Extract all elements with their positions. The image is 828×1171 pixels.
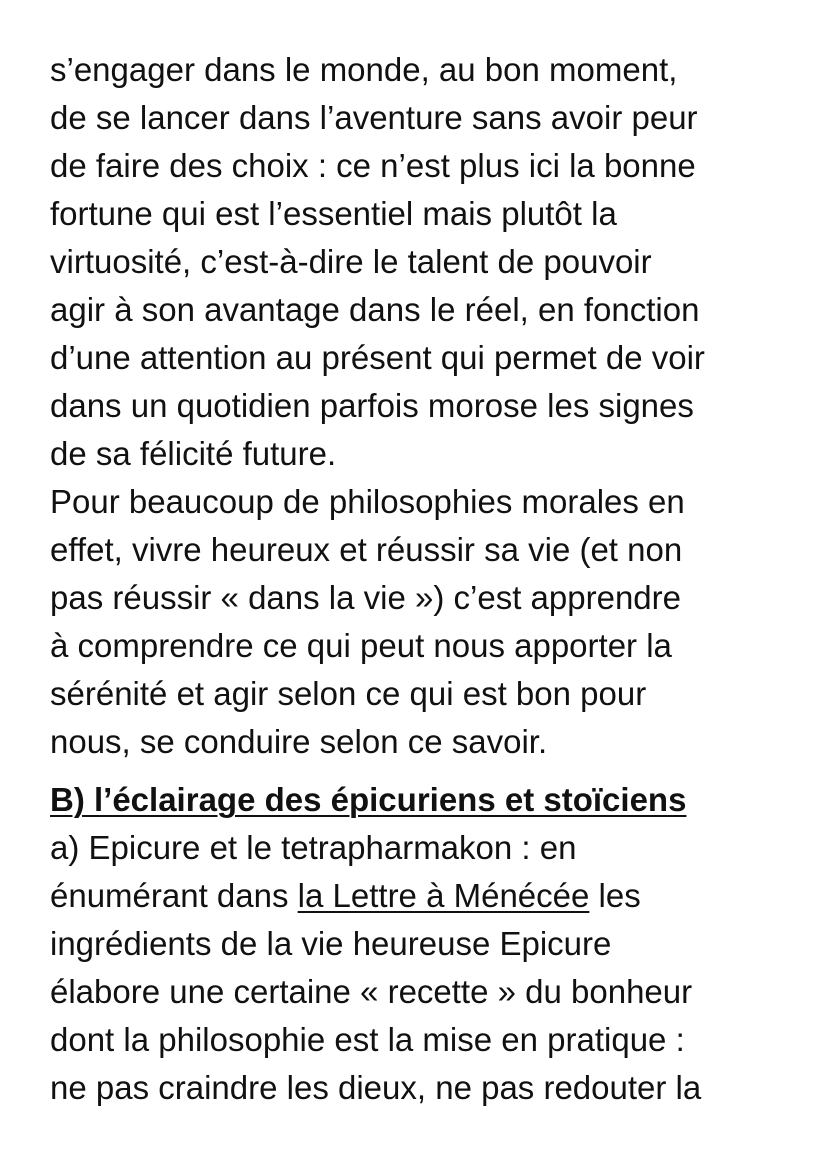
text-line: dont la philosophie est la mise en pratique : <box>50 1021 685 1058</box>
text-line: effet, vivre heureux et réussir sa vie (et non <box>50 531 683 568</box>
document-page <box>50 46 810 1112</box>
paragraph-continuation <box>50 46 810 478</box>
text-line: de faire des choix : ce n’est plus ici la bonne <box>50 147 696 184</box>
text-line: de sa félicité future. <box>50 435 337 472</box>
text-line: agir à son avantage dans le réel, en fonction <box>50 291 700 328</box>
section-heading: B) l’éclairage des épicuriens et stoïciens <box>50 781 687 818</box>
text-line: ne pas craindre les dieux, ne pas redouter la <box>50 1069 702 1106</box>
text-line: virtuosité, c’est-à-dire le talent de pouvoir <box>50 243 652 280</box>
text-fragment: énumérant dans <box>50 877 298 914</box>
text-line: d’une attention au présent qui permet de voir <box>50 339 705 376</box>
text-line: sérénité et agir selon ce qui est bon pour <box>50 675 647 712</box>
text-line: ingrédients de la vie heureuse Epicure <box>50 925 612 962</box>
text-line-with-title <box>50 872 810 920</box>
text-line: nous, se conduire selon ce savoir. <box>50 723 548 760</box>
text-line: pas réussir « dans la vie ») c’est apprendre <box>50 579 681 616</box>
text-line: a) Epicure et le tetrapharmakon : en <box>50 829 577 866</box>
text-line: de se lancer dans l’aventure sans avoir peur <box>50 99 698 136</box>
text-line: à comprendre ce qui peut nous apporter la <box>50 627 672 664</box>
text-line: Pour beaucoup de philosophies morales en <box>50 483 685 520</box>
paragraph-epicurus <box>50 824 810 1112</box>
paragraph-moral-philosophies <box>50 478 810 766</box>
text-line: élabore une certaine « recette » du bonheur <box>50 973 693 1010</box>
text-line: dans un quotidien parfois morose les signes <box>50 387 694 424</box>
section-spacer <box>50 766 810 776</box>
book-title: la Lettre à Ménécée <box>297 877 590 914</box>
text-fragment: les <box>589 877 641 914</box>
text-line: s’engager dans le monde, au bon moment, <box>50 51 678 88</box>
text-line: fortune qui est l’essentiel mais plutôt la <box>50 195 617 232</box>
